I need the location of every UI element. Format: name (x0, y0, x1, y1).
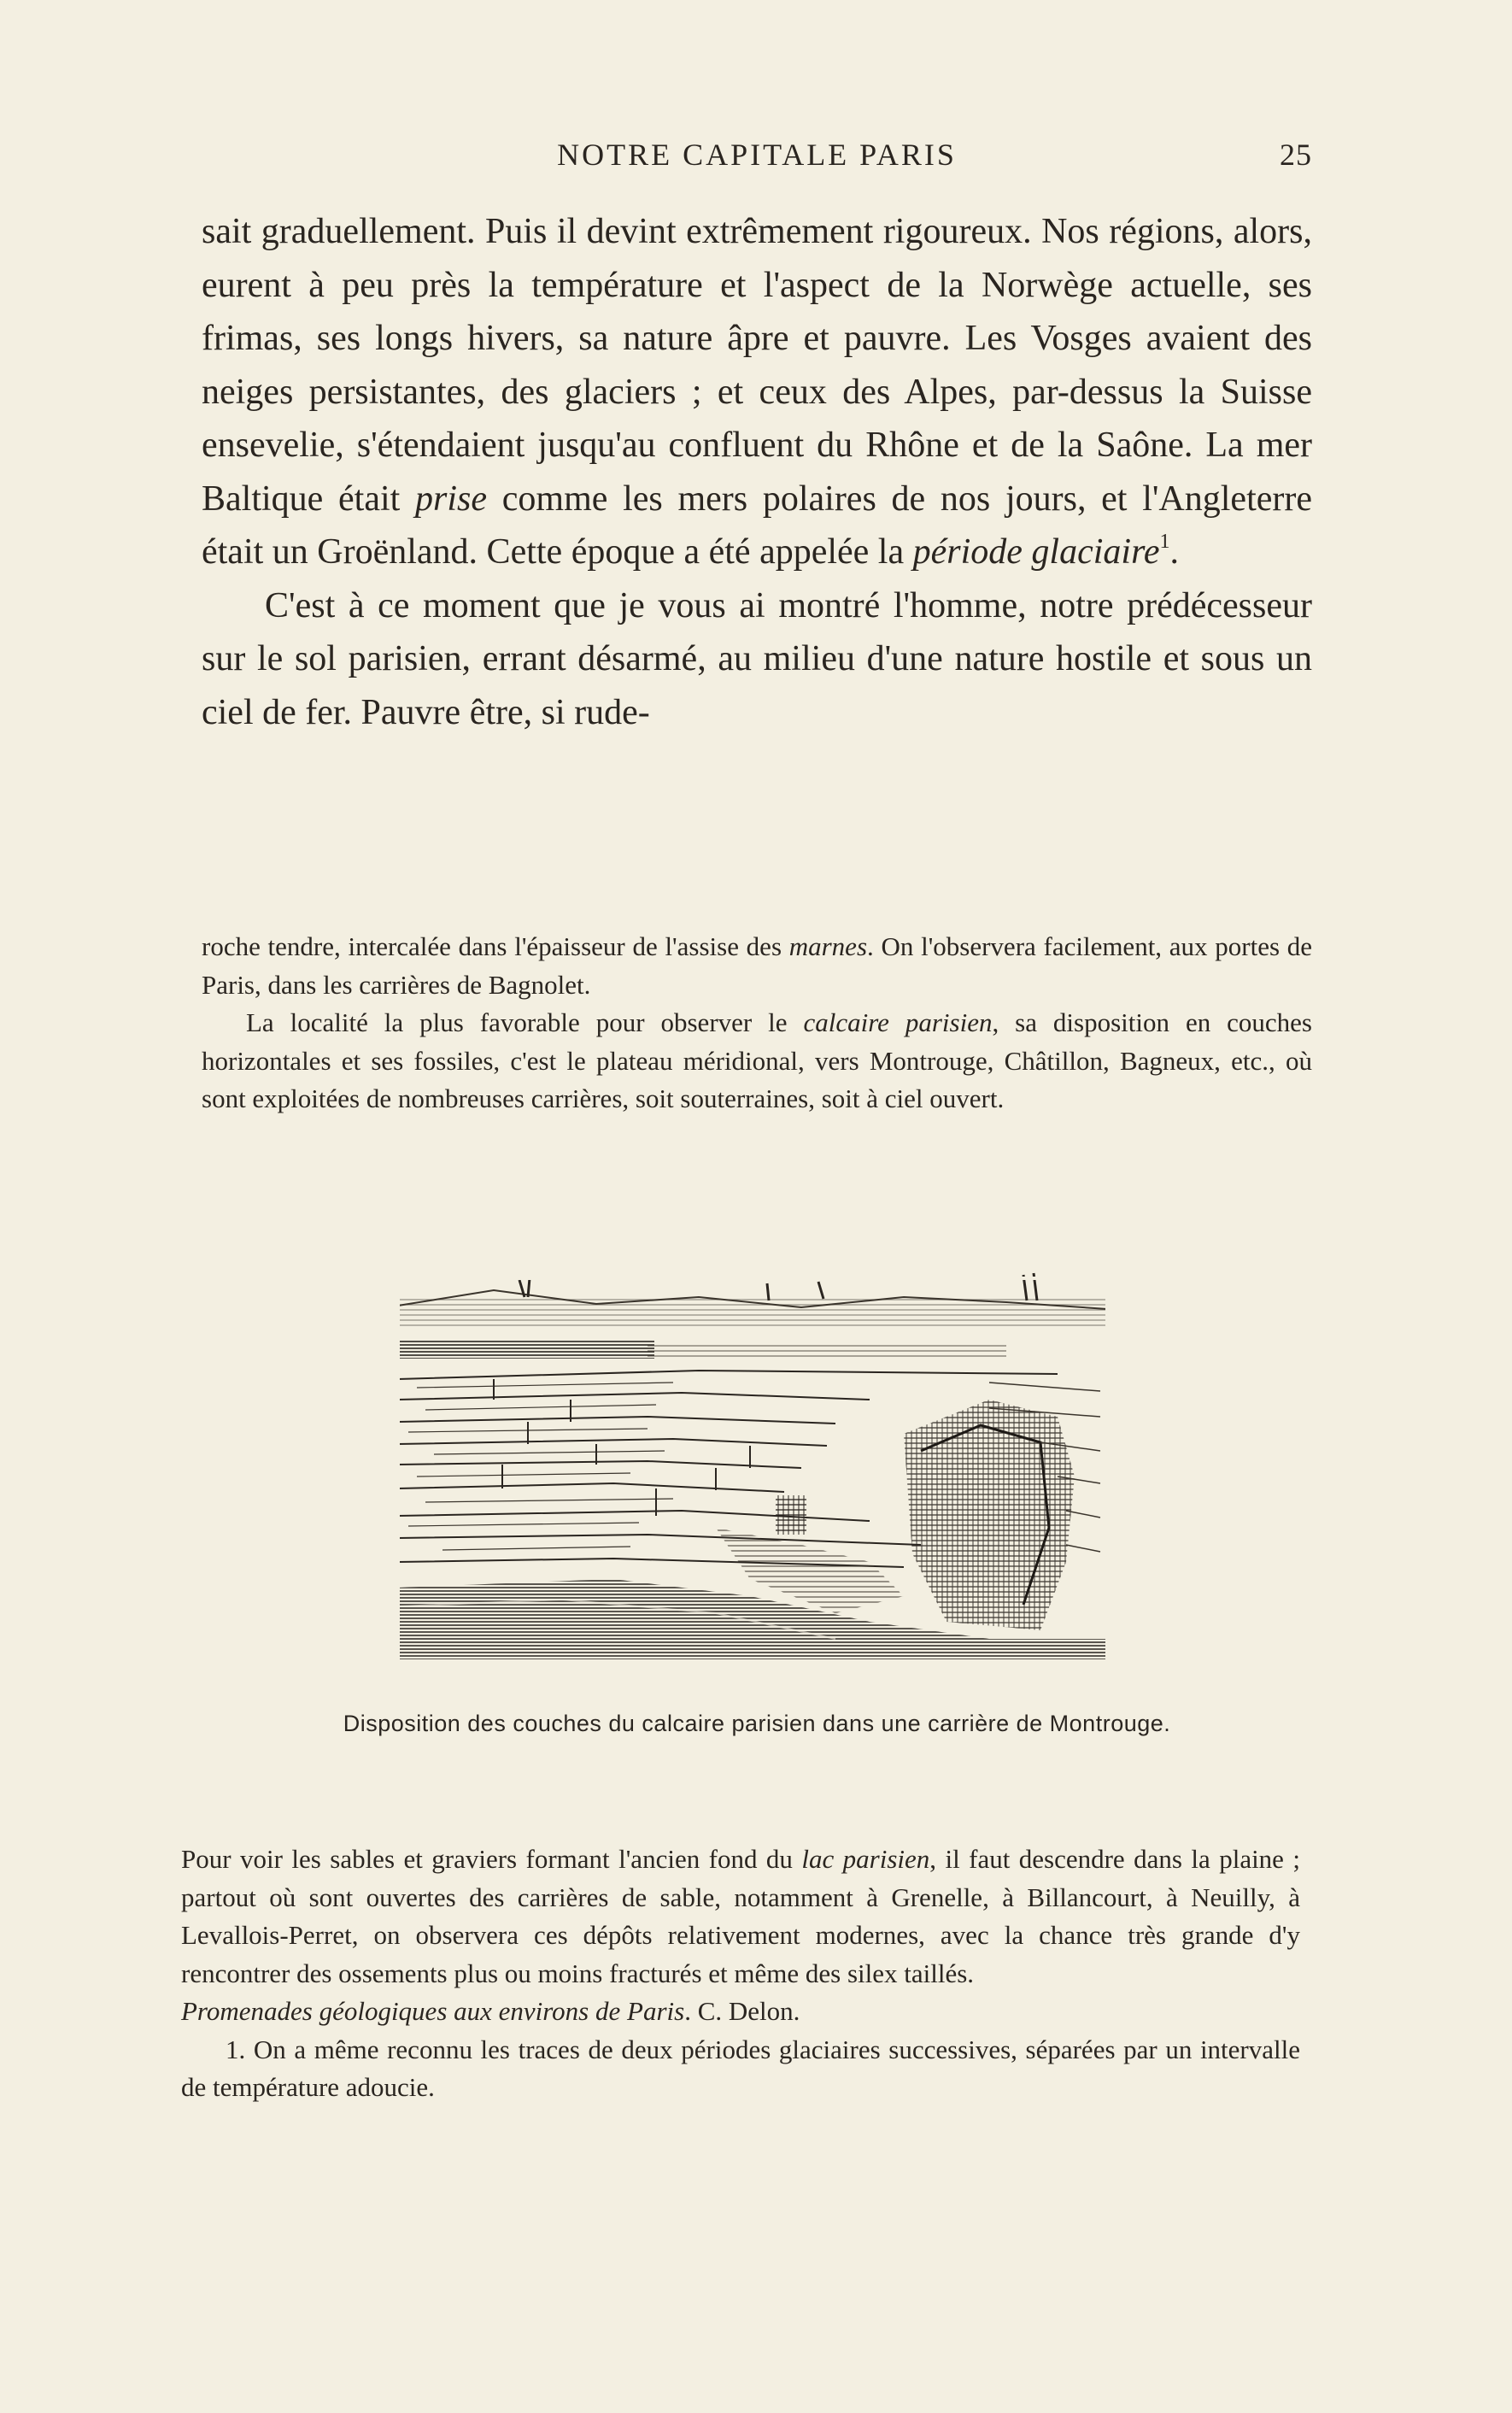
footnote-reference: 1 (1159, 531, 1170, 553)
figure-caption: Disposition des couches du calcaire parisien dans une carrière de Montrouge. (343, 1711, 1171, 1736)
paragraph (202, 205, 1312, 579)
page-number: 25 (1280, 138, 1312, 172)
text-run: sait graduellement. Puis il devint extrêmement rigoureux. Nos régions, alors, eurent à peu près la température et l'aspect de la Norwège actuelle, ses frimas, ses longs hivers, sa nature âpre et pauvre. Les Vosges avaient des neiges persistantes, des glaciers ; et ceux des Alpes, par-dessus la Suisse ensevelie, s'étendaient jusqu'au confluent du Rhône et de la Saône. La mer Baltique était (202, 212, 1312, 519)
text-run: On a même reconnu les traces de deux périodes glaciaires successives, séparées par un intervalle de température adoucie. (181, 2034, 1300, 2102)
text-run: . On l'observera facilement, aux portes de Paris, dans les carrières de Bagnolet. (202, 931, 1312, 1000)
running-head (202, 137, 1312, 179)
text-run: , sa disposition en couches horizontales et ses fossiles, c'est le plateau méridional, vers Montrouge, Châtillon, Bagneux, etc., où sont exploitées de nombreuses carrières, soit souterraines, soit à ciel ouvert. (202, 1007, 1312, 1113)
italic-text: période glaciaire (912, 532, 1160, 572)
italic-text: lac parisien (801, 1844, 930, 1874)
footnote-1 (181, 2031, 1300, 2107)
text-run: roche tendre, intercalée dans l'épaisseur de l'assise des (202, 931, 789, 961)
running-title: NOTRE CAPITALE PARIS (557, 138, 957, 172)
italic-text: calcaire parisien (803, 1007, 993, 1037)
paragraph: C'est à ce moment que je vous ai montré l'homme, notre prédécesseur sur le sol parisien, errant désarmé, au milieu d'une nature hostile et sous un ciel de fer. Pauvre être, si rude- (202, 585, 1312, 732)
italic-text: marnes (788, 931, 868, 961)
citation (181, 1993, 1300, 2031)
text-run: La localité la plus favorable pour observer le (246, 1007, 804, 1037)
footnote-paragraph (181, 1841, 1300, 1993)
text-run: . (1169, 532, 1179, 572)
italic-text: prise (415, 478, 488, 519)
note-paragraph (202, 1004, 1312, 1118)
continued-note (202, 928, 1312, 1118)
note-paragraph (202, 928, 1312, 1004)
footnote-number: 1. (226, 2034, 246, 2064)
text-run: . C. Delon. (684, 1996, 800, 2026)
text-run: comme les mers polaires de nos jours, et l'Angleterre était un Groënland. Cette époque a été appelée la (202, 478, 1312, 572)
italic-text: Promenades géologiques aux environs de Paris (181, 1996, 685, 2026)
quarry-engraving (391, 1271, 1114, 1666)
main-text (202, 205, 1312, 739)
quarry-illustration (391, 1271, 1114, 1666)
text-run: Pour voir les sables et graviers formant l'ancien fond du (181, 1844, 802, 1874)
text-run: , il faut descendre dans la plaine ; partout où sont ouvertes des carrières de sable, notamment à Grenelle, à Billancourt, à Neuilly, à Levallois-Perret, on observera ces dépôts relativement modernes, avec la chance très grande d'y rencontrer des ossements plus ou moins fracturés et même des silex taillés. (181, 1844, 1300, 1988)
footnotes (181, 1841, 1300, 2107)
